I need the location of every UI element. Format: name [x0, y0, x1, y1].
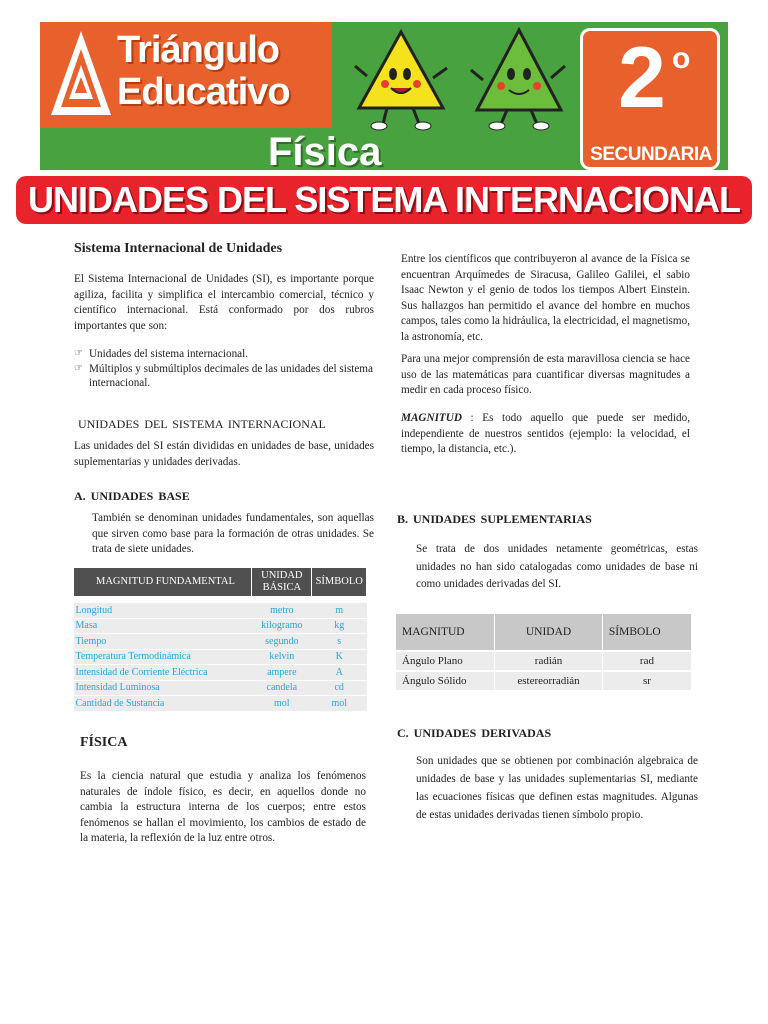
- table-cell: cd: [312, 680, 367, 696]
- subsection-b-heading: B. UNIDADES SUPLEMENTARIAS: [397, 512, 592, 526]
- table-cell: kilogramo: [252, 618, 312, 634]
- table-row: [74, 696, 367, 712]
- table-cell: radián: [495, 651, 603, 671]
- table-cell: Ángulo Sólido: [396, 671, 495, 690]
- table-cell: Temperatura Termodinámica: [74, 649, 252, 665]
- column-header: UNIDAD: [495, 614, 603, 651]
- table-cell: kg: [312, 618, 367, 634]
- table-row: [74, 649, 367, 665]
- table-cell: kelvin: [252, 649, 312, 665]
- subsection-c-paragraph: Son unidades que se obtienen por combinación algebraica de unidades de base y las unidades suplementarias SI, mediante las ecuaciones físicas que definen estas magnitudes. Algunas de estas unidades derivadas tienen símbolo propio.: [416, 755, 698, 821]
- table-cell: sr: [602, 671, 691, 690]
- table-cell: mol: [252, 696, 312, 712]
- math-paragraph: Para una mejor comprensión de esta maravillosa ciencia se hace uso de las matemáticas para cuantificar diversas magnitudes a medir en cada proceso físico.: [401, 353, 690, 397]
- table-cell: rad: [602, 651, 691, 671]
- bullet-list: [74, 347, 374, 391]
- section-heading-units: UNIDADES DEL SISTEMA INTERNACIONAL: [78, 417, 326, 431]
- table-row: [74, 680, 367, 696]
- yellow-mascot-icon: [355, 32, 447, 130]
- table-cell: candela: [252, 680, 312, 696]
- pointing-hand-icon: ☞: [74, 362, 83, 374]
- table-cell: Longitud: [74, 603, 252, 618]
- green-mascot-icon: [471, 30, 565, 130]
- table-row: [74, 665, 367, 681]
- base-units-table: [73, 567, 367, 712]
- table-cell: estereorradián: [495, 671, 603, 690]
- units-paragraph: Las unidades del SI están divididas en unidades de base, unidades suplementarias y unidades derivadas.: [74, 440, 374, 468]
- table-cell: Intensidad de Corriente Eléctrica: [74, 665, 252, 681]
- fisica-heading: FÍSICA: [80, 735, 128, 750]
- column-header: UNIDAD BÁSICA: [252, 568, 312, 597]
- table-cell: Cantidad de Sustancia: [74, 696, 252, 712]
- table-row: [396, 671, 692, 690]
- grade-level: SECUNDARIA: [590, 144, 712, 165]
- column-header: SÍMBOLO: [602, 614, 691, 651]
- page-title: UNIDADES DEL SISTEMA INTERNACIONAL: [27, 179, 741, 220]
- column-header: SÍMBOLO: [312, 568, 367, 597]
- table-cell: m: [312, 603, 367, 618]
- table-cell: ampere: [252, 665, 312, 681]
- supplementary-units-table: [396, 614, 692, 690]
- magnitud-definition: [401, 411, 690, 458]
- table-row: [396, 651, 692, 671]
- table-cell: mol: [312, 696, 367, 712]
- table-row: [74, 618, 367, 634]
- list-item: ☞ Unidades del sistema internacional.: [74, 348, 249, 360]
- subsection-b-paragraph: Se trata de dos unidades netamente geométricas, estas unidades no han sido catalogadas como unidades de base ni como unidades derivadas del SI.: [416, 543, 698, 590]
- table-cell: Masa: [74, 618, 252, 634]
- triangle-logo-icon: [48, 27, 114, 119]
- table-header-row: [396, 614, 692, 651]
- subsection-c-heading: C. UNIDADES DERIVADAS: [397, 726, 552, 740]
- intro-paragraph: El Sistema Internacional de Unidades (SI), es importante porque agiliza, facilita y simplifica el intercambio comercial, técnico y científico internacional. Está conformado por dos rubros importantes que son:: [74, 273, 374, 332]
- triangle-mascots-icon: [345, 24, 575, 136]
- table-header-row: [74, 568, 367, 597]
- table-row: [74, 603, 367, 618]
- pointing-hand-icon: ☞: [74, 348, 83, 359]
- magnitud-text: : Es todo aquello que puede ser medido, independiente de nuestros sentidos (ejemplo: la velocidad, el tiempo, la distancia, etc.).: [401, 412, 690, 456]
- fisica-paragraph: Es la ciencia natural que estudia y analiza los fenómenos naturales de índole físico, es decir, en aquellos donde no cambia la estructura interna de los cuerpos; entre estos fenómenos se hallan el movimiento, los cambios de estado de la materia, la reflexión de la luz entre otros.: [80, 770, 366, 845]
- table-cell: K: [312, 649, 367, 665]
- table-cell: metro: [252, 603, 312, 618]
- magnitud-term: MAGNITUD: [401, 412, 462, 424]
- table-cell: Ángulo Plano: [396, 651, 495, 671]
- brand-name-line1: Triángulo: [117, 29, 279, 71]
- scientists-paragraph: Entre los científicos que contribuyeron al avance de la Física se encuentran Arquímedes de Siracusa, Galileo Galilei, el sabio Isaac Newton y el genio de todos los tiempos Albert Einstein. Sus hallazgos han permitido el avance del hombre en muchos campos, tales como la hidráulica, la electricidad, el magnetismo, la astronomía, etc.: [401, 253, 690, 343]
- table-cell: Tiempo: [74, 634, 252, 650]
- table-cell: segundo: [252, 634, 312, 650]
- table-cell: A: [312, 665, 367, 681]
- subject-title: Física: [268, 130, 382, 174]
- column-header: MAGNITUD FUNDAMENTAL: [74, 568, 252, 597]
- table-row: [74, 634, 367, 650]
- table-cell: Intensidad Luminosa: [74, 680, 252, 696]
- subsection-a-heading: A. UNIDADES BASE: [74, 489, 190, 503]
- section-heading-si: Sistema Internacional de Unidades: [74, 241, 283, 256]
- grade-number: 2: [618, 30, 666, 126]
- table-cell: s: [312, 634, 367, 650]
- list-item: ☞ Múltiplos y submúltiplos decimales de las unidades del sistema internacional.: [74, 362, 373, 390]
- brand-name-line2: Educativo: [117, 71, 290, 113]
- grade-ordinal: o: [672, 42, 691, 75]
- subsection-a-paragraph: También se denominan unidades fundamentales, son aquellas que sirven como base para la formación de otras unidades. Se trata de siete unidades.: [92, 512, 374, 556]
- column-header: MAGNITUD: [396, 614, 495, 651]
